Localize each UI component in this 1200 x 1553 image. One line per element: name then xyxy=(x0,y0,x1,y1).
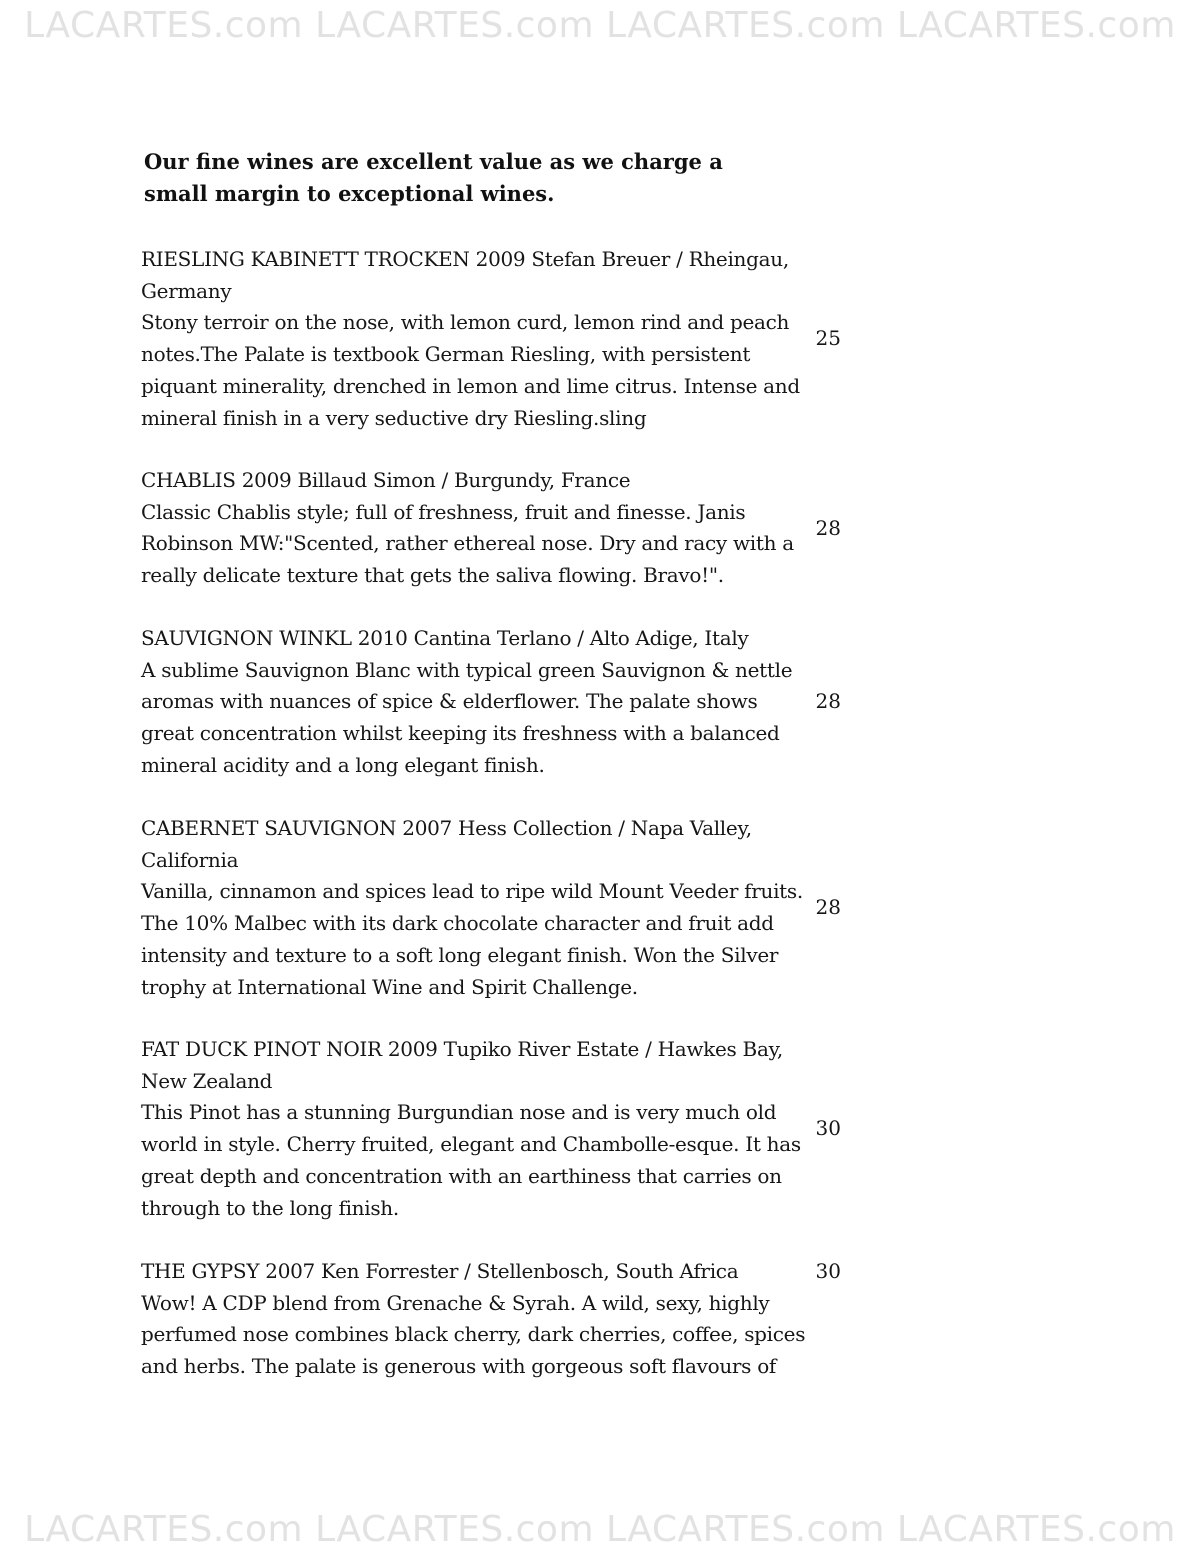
wine-description: Vanilla, cinnamon and spices lead to ripe wild Mount Veeder fruits. The 10% Malbec with its dark chocolate character and fruit add intensity and texture to a soft long elegant finish. Won the Silver trophy at International Wine and Spirit Challenge. xyxy=(141,879,803,999)
wine-description: Classic Chablis style; full of freshness, fruit and finesse. Janis Robinson MW:"Scented, rather ethereal nose. Dry and racy with a really delicate texture that gets the saliva flowing. Bravo!". xyxy=(141,499,794,588)
wine-entry-cabernet xyxy=(141,813,841,1003)
wine-title: CABERNET SAUVIGNON 2007 Hess Collection / Napa Valley, California xyxy=(141,816,752,872)
watermark-top: LACARTES.com LACARTES.com LACARTES.com LACARTES.com xyxy=(24,5,1176,46)
watermark-bottom: LACARTES.com LACARTES.com LACARTES.com LACARTES.com xyxy=(24,1509,1176,1550)
wine-title: RIESLING KABINETT TROCKEN 2009 Stefan Breuer / Rheingau, Germany xyxy=(141,247,789,303)
wine-entry-pinot-noir xyxy=(141,1034,841,1224)
wine-price: 28 xyxy=(815,689,841,713)
wine-price: 30 xyxy=(815,1116,841,1140)
wine-price: 28 xyxy=(815,895,841,919)
wine-price: 25 xyxy=(815,326,841,350)
wine-price: 28 xyxy=(815,516,841,540)
wine-description: Stony terroir on the nose, with lemon curd, lemon rind and peach notes.The Palate is textbook German Riesling, with persistent piquant minerality, drenched in lemon and lime citrus. Intense and mineral finish in a very seductive dry Riesling.sling xyxy=(141,310,800,430)
wine-entry-sauvignon xyxy=(141,623,841,782)
wine-price: 30 xyxy=(815,1259,841,1283)
wine-description: A sublime Sauvignon Blanc with typical green Sauvignon & nettle aromas with nuances of spice & elderflower. The palate shows great concentration whilst keeping its freshness with a balanced mineral acidity and a long elegant finish. xyxy=(141,657,793,777)
wine-entry-riesling xyxy=(141,244,841,434)
wine-entry-chablis xyxy=(141,465,841,592)
wine-description: This Pinot has a stunning Burgundian nose and is very much old world in style. Cherry fruited, elegant and Chambolle-esque. It has great depth and concentration with an earthiness that carries on through to the long finish. xyxy=(141,1100,801,1220)
wine-title: FAT DUCK PINOT NOIR 2009 Tupiko River Estate / Hawkes Bay, New Zealand xyxy=(141,1037,783,1093)
wine-description: Wow! A CDP blend from Grenache & Syrah. A wild, sexy, highly perfumed nose combines black cherry, dark cherries, coffee, spices and herbs. The palate is generous with gorgeous soft flavours of xyxy=(141,1290,806,1379)
wine-title: CHABLIS 2009 Billaud Simon / Burgundy, France xyxy=(141,468,631,492)
wine-entry-gypsy xyxy=(141,1256,841,1383)
intro-text: Our fine wines are excellent value as we charge a small margin to exceptional wines. xyxy=(144,149,723,206)
wine-title: THE GYPSY 2007 Ken Forrester / Stellenbosch, South Africa xyxy=(141,1259,739,1283)
wine-title: SAUVIGNON WINKL 2010 Cantina Terlano / Alto Adige, Italy xyxy=(141,626,749,650)
